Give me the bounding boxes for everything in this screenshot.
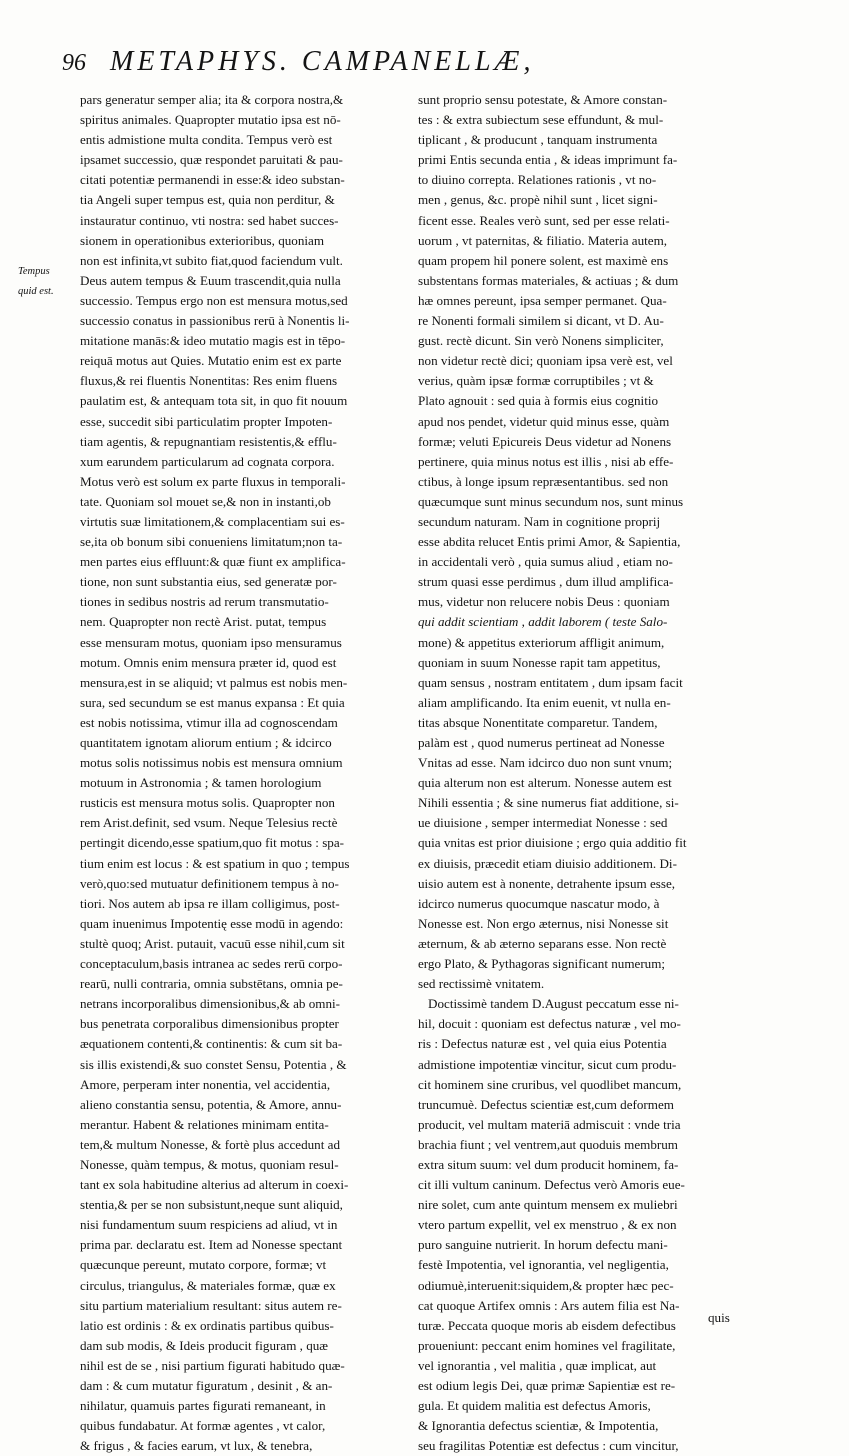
text-line: cat quoque Artifex omnis : Ars autem filia est Na- — [418, 1297, 680, 1313]
text-line: Vnitas ad esse. Nam idcirco duo non sunt vnum; — [418, 755, 673, 771]
text-line: uorum , vt paternitas, & filiatio. Materia autem, — [418, 232, 668, 248]
text-line: titas absque Nonentitate comparetur. Tandem, — [418, 714, 658, 730]
text-line: motus solis notissimus nobis est mensura omnium — [80, 755, 343, 771]
text-line: sed rectissimè vnitatem. — [418, 976, 545, 992]
text-line: proueniunt: peccant enim homines vel fragilitate, — [418, 1337, 676, 1353]
text-line: prima par. declaratu est. Item ad Nonesse spectant — [80, 1237, 343, 1253]
text-line: brachia fiunt ; vel ventrem,aut quoduis membrum — [418, 1136, 678, 1152]
text-line: non est infinita,vt subito fiat,quod faciendum vult. — [80, 252, 343, 268]
right-column — [418, 90, 755, 1454]
text-line: tes : & extra subiectum sese effundunt, & mul- — [418, 112, 664, 128]
text-line: tium enim est locus : & est spatium in quo ; tempus — [80, 855, 350, 871]
text-line: pertingit dicendo,esse spatium,quo fit motus : spa- — [80, 835, 345, 851]
text-line: extra situm suum: vel dum producit hominem, fa- — [418, 1156, 679, 1172]
text-line: rusticis est mensura motus solis. Quapropter non — [80, 795, 335, 811]
text-line: citati potentiæ permanendi in esse:& ideo substan- — [80, 172, 345, 188]
text-line: admistione impotentiæ vincitur, sicut cum produ- — [418, 1056, 677, 1072]
text-line: nem. Quapropter non rectè Arist. putat, tempus — [80, 614, 327, 630]
text-line: sura, sed secundum se est manus expansa : Et quia — [80, 694, 345, 710]
text-line: tem,& multum Nonesse, & fortè plus accedunt ad — [80, 1136, 340, 1152]
text-line: successio conatus in passionibus rerū à Nonentis li- — [80, 313, 350, 329]
text-line: idcirco numerus quocumque nascatur modo, à — [418, 895, 660, 911]
text-line: quantitatem ignotam aliorum entium ; & idcirco — [80, 735, 332, 750]
text-line: in accidentali verò , quia sumus aliud , etiam no- — [418, 554, 673, 570]
text-line: motum. Omnis enim mensura præter id, quod est — [80, 654, 337, 670]
text-line: æternum, & ab æterno separans esse. Non rectè — [418, 935, 667, 951]
text-line: entis admistione multa condita. Tempus verò est — [80, 132, 333, 148]
text-line: quæcunque pereunt, mutato corpore, formæ; vt — [80, 1257, 327, 1273]
text-line: strum quasi esse perdimus , dum illud amplifica- — [418, 574, 674, 590]
text-line: mensura,est in se aliquid; vt palmus est nobis men- — [80, 674, 348, 690]
text-line: successio. Tempus ergo non est mensura motus,sed — [80, 292, 348, 308]
marginal-note-line: Tempus — [18, 266, 50, 277]
text-line: verò,quo:sed mutuatur definitionem tempus à no- — [80, 875, 339, 891]
text-line: dam : & cum mutatur figuratum , desinit , & an- — [80, 1378, 333, 1393]
text-line: quia alterum non est alterum. Nonesse autem est — [418, 775, 672, 791]
text-line: nihilatur, quamuis partes figurati remaneant, in — [80, 1398, 326, 1414]
text-line: to diuino correpta. Relationes rationis , vt no- — [418, 172, 657, 188]
text-line: sionem in operationibus exterioribus, quoniam — [80, 232, 325, 248]
text-line: ipsamet successio, quæ respondet paruitati & pau- — [80, 152, 343, 168]
text-line: tiam agentis, & repugnantiam resistentis,& efflu- — [80, 433, 337, 449]
text-line: ue diuisione , semper intermediat Nonesse : sed — [418, 815, 668, 831]
text-line: est nobis notissima, vtimur illa ad cognoscendam — [80, 714, 338, 730]
text-line: producit, vel multam materiā admiscuit : vnde tria — [418, 1116, 681, 1132]
text-line: & frigus , & facies earum, vt lux, & tenebra, — [80, 1438, 313, 1454]
text-line: hæ omnes pereunt, ipsa semper permanet. Qua- — [418, 292, 667, 308]
text-line: gust. rectè dicunt. Sin verò Nonens simpliciter, — [418, 333, 664, 349]
text-line: turæ. Peccata quoque moris ab eisdem defectibus — [418, 1317, 676, 1333]
text-line: esse mensuram motus, quoniam ipso mensuramus — [80, 634, 342, 650]
text-line: formæ; veluti Epicureis Deus videtur ad Nonens — [418, 433, 672, 449]
text-line: non videtur rectè dici; quoniam ipsa verè est, vel — [418, 353, 673, 369]
text-line: esse, succedit sibi particulatim propter Impoten- — [80, 413, 333, 429]
text-line: re Nonenti formali similem si dicant, vt D. Au- — [418, 313, 664, 329]
marginal-note — [18, 262, 78, 302]
text-line: cit illi vultum caninum. Defectus verò Amoris eue- — [418, 1177, 685, 1193]
text-line: xum earundem particularum ad cognata corpora. — [80, 453, 335, 469]
text-line: dam sub modis, & Ideis producit figuram , quæ — [80, 1337, 329, 1353]
text-line: cit hominem sine cruribus, vel quodlibet mancum, — [418, 1076, 682, 1092]
text-line: mus, videtur non relucere nobis Deus : quoniam — [418, 594, 670, 610]
text-line: ficent esse. Reales verò sunt, sed per esse relati- — [418, 212, 670, 228]
text-line: tiori. Nos autem ab ipsa re illam colligimus, post- — [80, 895, 340, 911]
text-line: spiritus animales. Quapropter mutatio ipsa est nō- — [80, 112, 341, 128]
text-line: pertinere, quia minus notus est illis , nisi ab effe- — [418, 453, 674, 469]
text-line: & Ignorantia defectus scientiæ, & Impotentia, — [418, 1418, 659, 1434]
text-line: quam sensus , nostram entitatem , dum ipsam facit — [418, 674, 683, 690]
catchword: quis — [708, 1310, 730, 1325]
marginal-note-line: quid est. — [18, 286, 54, 297]
text-line: tiplicant , & producunt , tanquam instrumenta — [418, 132, 658, 148]
text-line: ctibus, à longe ipsum repræsentantibus. sed non — [418, 473, 669, 489]
text-line: gula. Et quidem malitia est defectus Amoris, — [418, 1398, 651, 1414]
text-line: verius, quàm ipsæ formæ corruptibiles ; vt & — [418, 373, 654, 389]
text-line: nisi fundamentum suum respiciens ad aliud, vt in — [80, 1217, 338, 1233]
text-line: quæcumque sunt minus secundum nos, sunt minus — [418, 493, 684, 509]
text-line: tione, non sunt substantia eius, sed generatæ por- — [80, 574, 337, 590]
text-line: tia Angeli super tempus est, quia non perditur, & — [80, 192, 335, 208]
text-line: æquationem contenti,& continentis: & cum sit ba- — [80, 1036, 343, 1052]
text-line: quoniam in suum Nonesse rapit tam appetitus, — [418, 654, 661, 670]
text-line: Nonesse est. Non ergo æternus, nisi Nonesse sit — [418, 915, 669, 931]
text-line: Nonesse, quàm tempus, & motus, quoniam resul- — [80, 1156, 339, 1172]
text-line: festè Impotentia, vel ignorantia, vel negligentia, — [418, 1257, 669, 1273]
text-line: quia vnitas est prior diuisione ; ergo quia additio fit — [418, 835, 687, 851]
text-line: Nihili essentia ; & sine numerus fiat additione, si- — [418, 795, 679, 811]
text-line: motuum in Astronomia ; & tamen horologium — [80, 775, 322, 791]
text-line: ex diuisis, præcedit etiam diuisio additionem. Di- — [418, 855, 677, 871]
text-line: est odium legis Dei, quæ primæ Sapientiæ est re- — [418, 1378, 676, 1393]
text-line: pars generatur semper alia; ita & corpora nostra,& — [80, 92, 344, 107]
text-line: nire solet, cum ante quintum mensem ex muliebri — [418, 1197, 678, 1213]
text-line: aliam amplificando. Ita enim euenit, vt nulla en- — [418, 694, 671, 710]
text-line: nihil est de se , nisi partium figurati habitudo quæ- — [80, 1357, 345, 1373]
text-line: tiones in sedibus nostris ad rerum transmutatio- — [80, 594, 329, 610]
text-line: quibus fundabatur. At formæ agentes , vt calor, — [80, 1418, 326, 1434]
text-line: men , genus, &c. propè nihil sunt , licet signi- — [418, 192, 658, 208]
text-line: Plato agnouit : sed quia à formis eius cognitio — [418, 393, 659, 409]
page-number: 96 — [62, 50, 86, 76]
text-line: mone) & appetitus exteriorum affligit animum, — [418, 634, 665, 650]
text-line: paulatim est, & antequam tota sit, in quo fit nouum — [80, 393, 348, 409]
text-line: stentia,& per se non subsistunt,neque sunt aliquid, — [80, 1197, 343, 1213]
text-line: secundum naturam. Nam in cognitione proprij — [418, 513, 661, 529]
text-line: circulus, triangulus, & materiales formæ, quæ ex — [80, 1277, 336, 1293]
text-line: Doctissimè tandem D.August peccatum esse ni- — [428, 996, 679, 1012]
text-line: stultè quoq; Arist. putauit, vacuū esse nihil,cum sit — [80, 935, 345, 951]
text-line: quam propem hil ponere solent, est maximè ens — [418, 252, 669, 268]
text-line: men partes eius effluunt:& quæ fiunt ex amplifica- — [80, 554, 346, 570]
text-line: instauratur continuo, vti nostra: sed habet succes- — [80, 212, 339, 228]
text-line: Motus verò est solum ex parte fluxus in temporali- — [80, 473, 346, 489]
text-line: sunt proprio sensu potestate, & Amore constan- — [418, 92, 668, 107]
text-line: situ partium materialium resultant: situs autem re- — [80, 1297, 342, 1313]
text-line: netrans incorporalibus dimensionibus,& ab omni- — [80, 996, 341, 1012]
text-line: mitatione manās:& ideo mutatio magis est in tēpo- — [80, 333, 346, 349]
text-line: uisio autem est à nonente, detrahente ipsum esse, — [418, 875, 676, 891]
text-line: truncumuè. Defectus scientiæ est,cum deformem — [418, 1096, 674, 1112]
page-header — [62, 46, 702, 86]
text-line: alieno constantia sensu, potentia, & Amore, annu- — [80, 1096, 342, 1112]
text-line: Amore, perperam inter nonentia, vel accidentia, — [80, 1076, 331, 1092]
text-line: qui addit scientiam , addit laborem ( teste Salo- — [418, 614, 668, 630]
text-line: substentans formas materiales, & actiuas ; & dum — [418, 272, 679, 288]
text-line: bus penetrata corporalibus dimensionibus propter — [80, 1016, 339, 1032]
text-line: latio est ordinis : & ex ordinatis partibus quibus- — [80, 1317, 334, 1333]
text-line: esse abdita relucet Entis primi Amor, & Sapientia, — [418, 534, 681, 550]
text-line: quam inuenimus Impotentię esse modū in agendo: — [80, 915, 344, 931]
text-line: seu fragilitas Potentiæ est defectus : cum vincitur, — [418, 1438, 679, 1454]
text-line: virtutis suæ limitationem,& complacentiam sui es- — [80, 513, 345, 529]
text-line: ris : Defectus naturæ est , vel quia eius Potentia — [418, 1036, 667, 1052]
text-line: conceptaculum,basis intranea ac sedes rerū corpo- — [80, 956, 343, 972]
text-line: rearū, nulli contraria, omnia substētans, omnia pe- — [80, 976, 343, 992]
text-line: tate. Quoniam sol mouet se,& non in instanti,ob — [80, 493, 331, 509]
text-line: vtero partum expellit, vel ex menstruo , & ex non — [418, 1217, 677, 1233]
running-head: METAPHYS. CAMPANELLÆ, — [110, 46, 535, 77]
text-line: odiumuè,interuenit:siquidem,& propter hæc pec- — [418, 1277, 674, 1293]
left-column — [80, 90, 398, 1454]
text-line: sis illis existendi,& suo constet Sensu, Potentia , & — [80, 1056, 347, 1072]
text-line: fluxus,& rei fluentis Nonentitas: Res enim fluens — [80, 373, 338, 389]
text-line: merantur. Habent & relationes minimam entita- — [80, 1116, 329, 1132]
text-line: apud nos pendet, videtur quid minus esse, quàm — [418, 413, 670, 429]
text-line: vel ignorantia , vel malitia , quæ implicat, aut — [418, 1357, 657, 1373]
text-line: se,ita ob bonum sibi conueniens limitatum;non ta- — [80, 534, 343, 550]
text-line: puro sanguine nutrierit. In horum defectu mani- — [418, 1237, 668, 1253]
text-line: palàm est , quod numerus pertineat ad Nonesse — [418, 735, 665, 750]
text-line: reiquā motus aut Quies. Mutatio enim est ex parte — [80, 353, 342, 369]
text-line: rem Arist.definit, sed vsum. Neque Telesius rectè — [80, 815, 338, 831]
text-line: tant ex sola habitudine alterius ad alterum in coexi- — [80, 1177, 349, 1193]
text-line: primi Entis secunda entia , & ideas imprimunt fa- — [418, 152, 678, 168]
text-line: Deus autem tempus & Euum trascendit,quia nulla — [80, 272, 341, 288]
text-line: ergo Plato, & Pythagoras significant numerum; — [418, 956, 666, 972]
text-line: hil, docuit : quoniam est defectus naturæ , vel mo- — [418, 1016, 681, 1032]
